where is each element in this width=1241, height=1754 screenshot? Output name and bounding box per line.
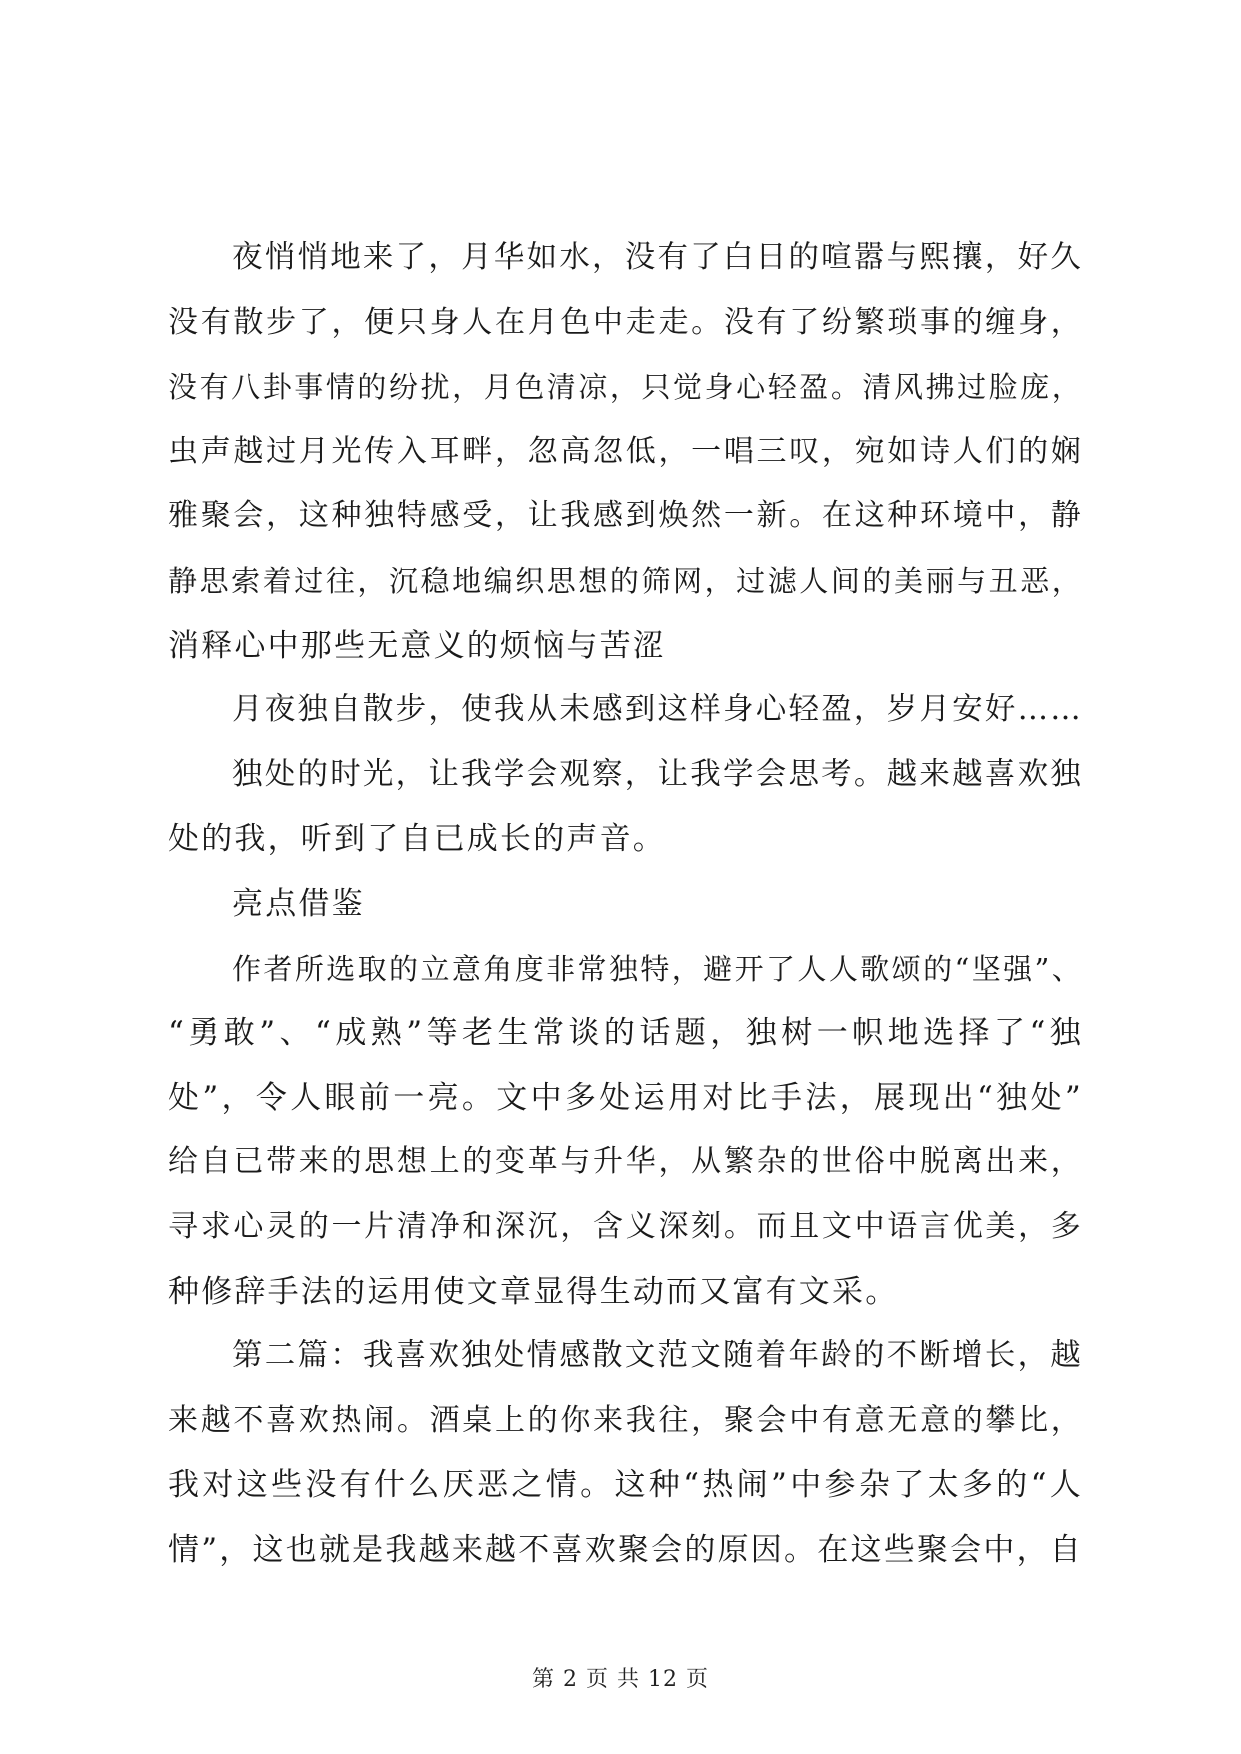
text-line: 第二篇：我喜欢独处情感散文范文随着年龄的不断增长，越 <box>232 1338 1083 1374</box>
body-text <box>168 226 1083 1582</box>
text-line: “勇敢”、“成熟”等老生常谈的话题，独树一帜地选择了“独 <box>168 1015 1083 1052</box>
text-line: 静思索着过往，沉稳地编织思想的筛网，过滤人间的美丽与丑恶， <box>168 563 1083 598</box>
text-line: 虫声越过月光传入耳畔，忽高忽低，一唱三叹，宛如诗人们的娴 <box>168 433 1083 469</box>
text-line: 消释心中那些无意义的烦恼与苦涩 <box>168 627 666 664</box>
text-line: 没有八卦事情的纷扰，月色清凉，只觉身心轻盈。清风拂过脸庞， <box>168 370 1083 405</box>
text-line: 作者所选取的立意角度非常独特，避开了人人歌颂的“坚强”、 <box>232 951 1083 986</box>
text-line: 没有散步了，便只身人在月色中走走。没有了纷繁琐事的缠身， <box>168 304 1083 340</box>
text-line: 夜悄悄地来了，月华如水，没有了白日的喧嚣与熙攘，好久 <box>232 240 1083 275</box>
page-footer: 第 2 页 共 12 页 <box>532 1667 709 1692</box>
text-line: 寻求心灵的一片清净和深沉，含义深刻。而且文中语言优美，多 <box>168 1208 1083 1244</box>
text-line: 独处的时光，让我学会观察，让我学会思考。越来越喜欢独 <box>232 756 1083 792</box>
text-line: 来越不喜欢热闹。酒桌上的你来我往，聚会中有意无意的攀比， <box>168 1402 1083 1438</box>
text-line: 给自已带来的思想上的变革与升华，从繁杂的世俗中脱离出来， <box>168 1144 1083 1180</box>
text-line: 雅聚会，这种独特感受，让我感到焕然一新。在这种环境中，静 <box>168 498 1083 534</box>
text-line: 处的我，听到了自已成长的声音。 <box>168 821 666 858</box>
text-line: 处”，令人眼前一亮。文中多处运用对比手法，展现出“独处” <box>168 1079 1083 1116</box>
text-line: 情”，这也就是我越来越不喜欢聚会的原因。在这些聚会中，自 <box>168 1531 1083 1568</box>
text-line: 我对这些没有什么厌恶之情。这种“热闹”中参杂了太多的“人 <box>168 1467 1083 1504</box>
text-line: 种修辞手法的运用使文章显得生动而又富有文采。 <box>168 1273 899 1310</box>
text-line: 月夜独自散步，使我从未感到这样身心轻盈，岁月安好…… <box>232 692 1083 728</box>
text-line: 亮点借鉴 <box>232 885 365 922</box>
